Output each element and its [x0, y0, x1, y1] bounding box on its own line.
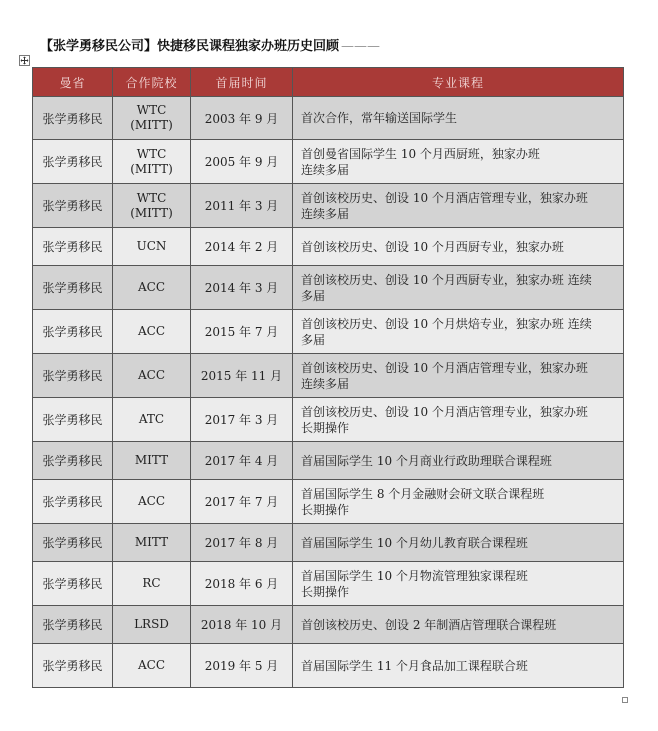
cell-date: 2003 年 9 月	[191, 97, 293, 140]
cell-date: 2015 年 7 月	[191, 310, 293, 354]
header-first-date: 首届时间	[191, 68, 293, 97]
cell-date: 2005 年 9 月	[191, 140, 293, 184]
cell-province: 张学勇移民	[33, 140, 113, 184]
table-body	[33, 97, 624, 688]
cell-school: ACC	[113, 480, 191, 524]
cell-school: LRSD	[113, 606, 191, 644]
cell-course: 首创该校历史、创设 10 个月烘焙专业，独家办班 连续 多届	[293, 310, 624, 354]
cell-province: 张学勇移民	[33, 228, 113, 266]
table-row	[33, 480, 624, 524]
cell-school: WTC (MITT)	[113, 140, 191, 184]
cell-course: 首届国际学生 8 个月金融财会研文联合课程班 长期操作	[293, 480, 624, 524]
cell-course: 首创该校历史、创设 10 个月酒店管理专业，独家办班 长期操作	[293, 398, 624, 442]
cell-school: ACC	[113, 644, 191, 688]
cell-province: 张学勇移民	[33, 524, 113, 562]
table-row	[33, 606, 624, 644]
cell-date: 2017 年 7 月	[191, 480, 293, 524]
table-row	[33, 97, 624, 140]
cell-date: 2017 年 4 月	[191, 442, 293, 480]
cell-course: 首届国际学生 11 个月食品加工课程联合班	[293, 644, 624, 688]
course-history-table	[32, 67, 624, 688]
header-course: 专业课程	[293, 68, 624, 97]
title-dash: ———	[341, 39, 381, 54]
cell-school: ACC	[113, 266, 191, 310]
cell-course: 首届国际学生 10 个月幼儿教育联合课程班	[293, 524, 624, 562]
table-header-row	[33, 68, 624, 97]
cell-course: 首创该校历史、创设 10 个月西厨专业，独家办班 连续 多届	[293, 266, 624, 310]
table-row	[33, 266, 624, 310]
cell-province: 张学勇移民	[33, 442, 113, 480]
table-resize-handle-icon[interactable]	[622, 697, 628, 703]
cell-date: 2017 年 8 月	[191, 524, 293, 562]
cell-course: 首届国际学生 10 个月商业行政助理联合课程班	[293, 442, 624, 480]
table-row	[33, 644, 624, 688]
cell-date: 2018 年 10 月	[191, 606, 293, 644]
title-text: 【张学勇移民公司】快捷移民课程独家办班历史回顾	[40, 39, 340, 54]
cell-date: 2011 年 3 月	[191, 184, 293, 228]
cell-course: 首届国际学生 10 个月物流管理独家课程班 长期操作	[293, 562, 624, 606]
cell-school: WTC (MITT)	[113, 97, 191, 140]
cell-school: MITT	[113, 524, 191, 562]
cell-course: 首创曼省国际学生 10 个月西厨班，独家办班 连续多届	[293, 140, 624, 184]
table-row	[33, 140, 624, 184]
table-row	[33, 310, 624, 354]
cell-course: 首创该校历史、创设 10 个月西厨专业，独家办班	[293, 228, 624, 266]
cell-school: RC	[113, 562, 191, 606]
cell-province: 张学勇移民	[33, 184, 113, 228]
cell-course: 首次合作，常年输送国际学生	[293, 97, 624, 140]
cell-province: 张学勇移民	[33, 398, 113, 442]
cell-province: 张学勇移民	[33, 644, 113, 688]
cell-course: 首创该校历史、创设 2 年制酒店管理联合课程班	[293, 606, 624, 644]
cell-date: 2015 年 11 月	[191, 354, 293, 398]
cell-province: 张学勇移民	[33, 97, 113, 140]
cell-school: ACC	[113, 354, 191, 398]
table-move-handle-icon[interactable]	[19, 55, 30, 66]
cell-date: 2018 年 6 月	[191, 562, 293, 606]
table-row	[33, 524, 624, 562]
cell-date: 2017 年 3 月	[191, 398, 293, 442]
cell-date: 2014 年 2 月	[191, 228, 293, 266]
cell-school: UCN	[113, 228, 191, 266]
header-province: 曼省	[33, 68, 113, 97]
table-row	[33, 228, 624, 266]
header-school: 合作院校	[113, 68, 191, 97]
cell-course: 首创该校历史、创设 10 个月酒店管理专业，独家办班 连续多届	[293, 354, 624, 398]
cell-school: MITT	[113, 442, 191, 480]
cell-province: 张学勇移民	[33, 480, 113, 524]
cell-date: 2019 年 5 月	[191, 644, 293, 688]
cell-province: 张学勇移民	[33, 354, 113, 398]
table-row	[33, 184, 624, 228]
cell-province: 张学勇移民	[33, 266, 113, 310]
cell-school: ACC	[113, 310, 191, 354]
cell-province: 张学勇移民	[33, 310, 113, 354]
move-arrows-icon	[20, 56, 29, 65]
cell-province: 张学勇移民	[33, 606, 113, 644]
cell-course: 首创该校历史、创设 10 个月酒店管理专业，独家办班 连续多届	[293, 184, 624, 228]
cell-school: WTC (MITT)	[113, 184, 191, 228]
cell-date: 2014 年 3 月	[191, 266, 293, 310]
table-row	[33, 398, 624, 442]
table-row	[33, 354, 624, 398]
cell-school: ATC	[113, 398, 191, 442]
table-row	[33, 562, 624, 606]
document-title	[40, 35, 380, 54]
table-row	[33, 442, 624, 480]
cell-province: 张学勇移民	[33, 562, 113, 606]
